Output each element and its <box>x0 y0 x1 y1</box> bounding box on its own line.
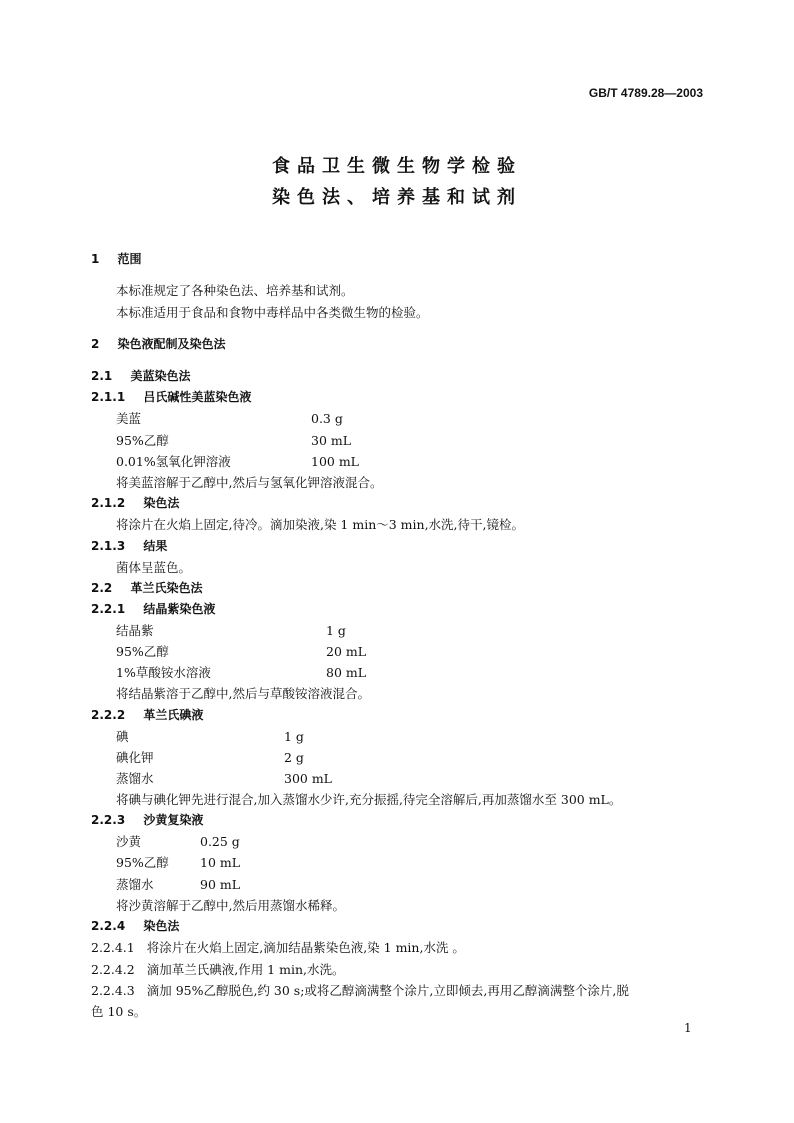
reagent-amount: 10 mL <box>200 855 241 870</box>
reagent-name: 美蓝 <box>116 411 142 426</box>
section-number: 2.2 <box>91 581 113 595</box>
reagent-name: 蒸馏水 <box>116 771 154 786</box>
step-text: 将涂片在火焰上固定,滴加结晶紫染色液,染 1 min,水洗 。 <box>146 940 465 955</box>
section-title: 结晶紫染色液 <box>143 602 216 616</box>
reagent-amount: 300 mL <box>284 771 332 786</box>
section-heading <box>91 252 142 267</box>
section-number: 2.2.4 <box>91 919 126 933</box>
paragraph: 本标准适用于食品和食物中毒样品中各类微生物的检验。 <box>116 305 429 320</box>
reagent-name: 1%草酸铵水溶液 <box>116 665 211 680</box>
reagent-amount: 30 mL <box>311 433 352 448</box>
reagent-amount: 90 mL <box>200 877 241 892</box>
section-title: 革兰氏碘液 <box>143 708 204 722</box>
reagent-amount: 0.25 g <box>200 834 240 849</box>
document-title-line2: 染色法、培养基和试剂 <box>272 187 522 208</box>
document-title-line1: 食品卫生微生物学检验 <box>272 156 522 177</box>
step-line <box>91 940 465 955</box>
paragraph: 将碘与碘化钾先进行混合,加入蒸馏水少许,充分振摇,待完全溶解后,再加蒸馏水至 300 mL。 <box>116 792 622 807</box>
reagent-amount: 2 g <box>284 750 304 765</box>
section-title: 美蓝染色法 <box>130 369 191 383</box>
reagent-name: 95%乙醇 <box>116 644 169 659</box>
reagent-amount: 1 g <box>284 729 304 744</box>
reagent-amount: 100 mL <box>311 454 359 469</box>
section-number: 2.2.2 <box>91 708 126 722</box>
section-number: 2 <box>91 337 100 351</box>
step-number: 2.2.4.2 <box>91 962 135 977</box>
section-title: 沙黄复染液 <box>143 813 204 827</box>
subsection-heading <box>91 369 190 384</box>
step-line <box>91 962 344 977</box>
reagent-amount: 80 mL <box>326 665 367 680</box>
section-title: 染色液配制及染色法 <box>117 337 226 351</box>
step-text: 滴加 95%乙醇脱色,约 30 s;或将乙醇滴满整个涂片,立即倾去,再用乙醇滴满整个涂片,脱 <box>146 983 629 998</box>
reagent-amount: 20 mL <box>326 644 367 659</box>
standard-code: GB/T 4789.28—2003 <box>588 86 703 100</box>
reagent-name: 0.01%氢氧化钾溶液 <box>116 454 231 469</box>
step-text: 滴加革兰氏碘液,作用 1 min,水洗。 <box>146 962 345 977</box>
section-number: 2.2.3 <box>91 813 126 827</box>
subsection-heading <box>91 919 179 934</box>
reagent-name: 碘化钾 <box>116 750 154 765</box>
section-number: 2.1.1 <box>91 390 126 404</box>
section-heading <box>91 337 226 352</box>
reagent-amount: 1 g <box>326 623 346 638</box>
section-title: 结果 <box>143 539 168 553</box>
subsection-heading <box>91 390 251 405</box>
section-number: 2.1.2 <box>91 496 126 510</box>
section-number: 2.2.1 <box>91 602 126 616</box>
section-number: 1 <box>91 252 100 266</box>
page-number: 1 <box>684 1021 692 1035</box>
paragraph: 将美蓝溶解于乙醇中,然后与氢氧化钾溶液混合。 <box>116 475 383 490</box>
step-line <box>91 983 629 998</box>
paragraph: 将涂片在火焰上固定,待冷。滴加染液,染 1 min～3 min,水洗,待干,镜检。 <box>116 517 524 532</box>
step-number: 2.2.4.3 <box>91 983 135 998</box>
section-number: 2.1 <box>91 369 113 383</box>
subsection-heading <box>91 581 202 596</box>
reagent-name: 结晶紫 <box>116 623 154 638</box>
section-title: 吕氏碱性美蓝染色液 <box>143 390 252 404</box>
section-title: 染色法 <box>143 919 180 933</box>
reagent-name: 沙黄 <box>116 834 142 849</box>
section-title: 范围 <box>117 252 142 266</box>
reagent-name: 蒸馏水 <box>116 877 154 892</box>
paragraph: 本标准规定了各种染色法、培养基和试剂。 <box>116 283 354 298</box>
step-number: 2.2.4.1 <box>91 940 135 955</box>
subsection-heading <box>91 539 167 554</box>
step-continuation: 色 10 s。 <box>91 1004 147 1019</box>
reagent-amount: 0.3 g <box>311 411 343 426</box>
subsection-heading <box>91 602 215 617</box>
section-number: 2.1.3 <box>91 539 126 553</box>
paragraph: 将沙黄溶解于乙醇中,然后用蒸馏水稀释。 <box>116 898 345 913</box>
reagent-name: 95%乙醇 <box>116 433 169 448</box>
paragraph: 菌体呈蓝色。 <box>116 560 192 575</box>
subsection-heading <box>91 813 203 828</box>
subsection-heading <box>91 708 203 723</box>
subsection-heading <box>91 496 179 511</box>
reagent-name: 95%乙醇 <box>116 855 169 870</box>
reagent-name: 碘 <box>116 729 129 744</box>
paragraph: 将结晶紫溶于乙醇中,然后与草酸铵溶液混合。 <box>116 686 370 701</box>
section-title: 染色法 <box>143 496 180 510</box>
section-title: 革兰氏染色法 <box>130 581 203 595</box>
